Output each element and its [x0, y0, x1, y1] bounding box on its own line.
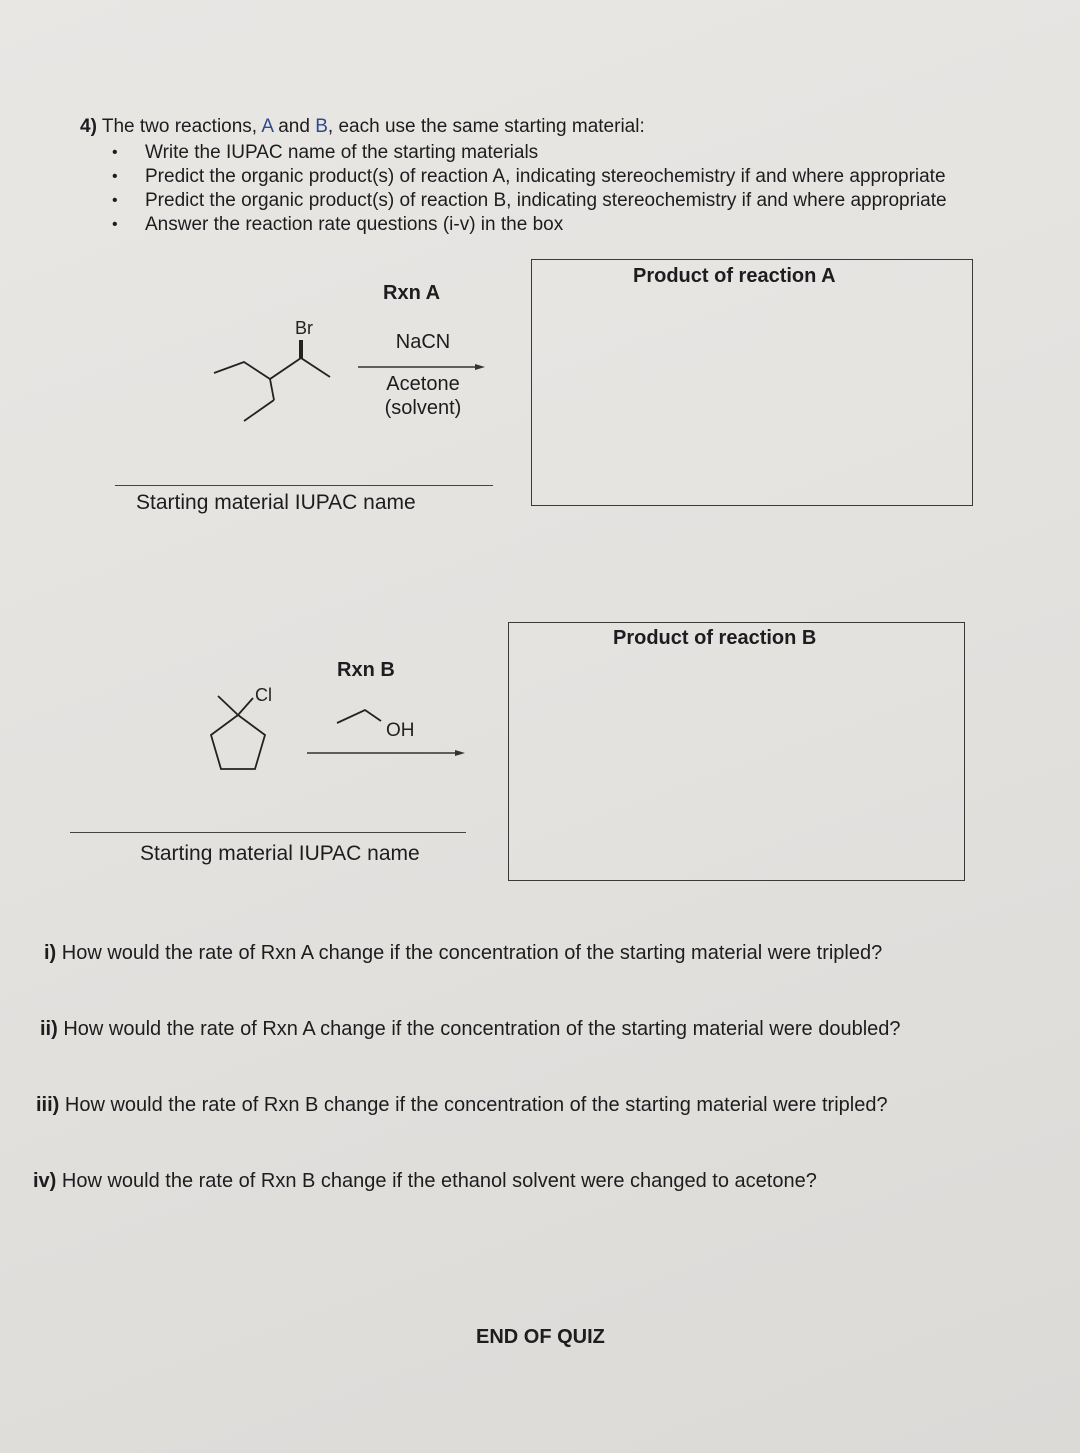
rxn-a-title: Rxn A — [383, 282, 441, 304]
product-a-label: Product of reaction A — [633, 265, 836, 287]
rxn-a-solvent-note: (solvent) — [384, 397, 462, 419]
iupac-b-answer-line[interactable] — [70, 832, 466, 833]
product-a-box[interactable] — [531, 259, 973, 506]
reaction-b-ref: B — [315, 116, 328, 137]
rxn-b-title: Rxn B — [337, 659, 395, 681]
instruction-item: • Predict the organic product(s) of reaction B, indicating stereochemistry if and where appropriate — [112, 189, 947, 213]
rate-question: iii) How would the rate of Rxn B change if the concentration of the starting material were tripled? — [36, 1094, 888, 1116]
iupac-a-label: Starting material IUPAC name — [136, 491, 416, 514]
rxn-a-reagent: NaCN — [395, 331, 451, 353]
instruction-item: • Write the IUPAC name of the starting materials — [112, 141, 947, 165]
product-b-label: Product of reaction B — [613, 627, 817, 649]
hydroxyl-label: OH — [386, 720, 415, 741]
instruction-item: • Answer the reaction rate questions (i-v) in the box — [112, 213, 947, 237]
instruction-list — [112, 141, 947, 237]
reaction-a-ref: A — [261, 116, 273, 137]
iupac-b-label: Starting material IUPAC name — [140, 842, 420, 865]
question-number: 4) — [80, 116, 97, 137]
rate-question: iv) How would the rate of Rxn B change if the ethanol solvent were changed to acetone? — [33, 1170, 817, 1192]
starting-material-b-structure — [211, 696, 265, 769]
iupac-a-answer-line[interactable] — [115, 485, 493, 486]
rxn-b-scheme — [195, 678, 485, 788]
chlorine-label: Cl — [255, 685, 272, 705]
bromine-label: Br — [295, 318, 313, 338]
product-b-box[interactable] — [508, 622, 965, 881]
instruction-item: • Predict the organic product(s) of reaction A, indicating stereochemistry if and where appropriate — [112, 165, 947, 189]
rxn-a-solvent: Acetone — [386, 373, 460, 395]
rxn-b-arrowhead — [455, 750, 465, 756]
question-intro: 4) The two reactions, A and B, each use the same starting material: — [80, 116, 645, 137]
end-of-quiz: END OF QUIZ — [476, 1326, 605, 1348]
rxn-a-arrowhead — [475, 364, 485, 370]
starting-material-a-structure — [214, 358, 330, 421]
rate-question: ii) How would the rate of Rxn A change if the concentration of the starting material were doubled? — [40, 1018, 901, 1040]
ethanol-structure — [337, 710, 381, 723]
rate-question: i) How would the rate of Rxn A change if the concentration of the starting material were tripled? — [44, 942, 883, 964]
